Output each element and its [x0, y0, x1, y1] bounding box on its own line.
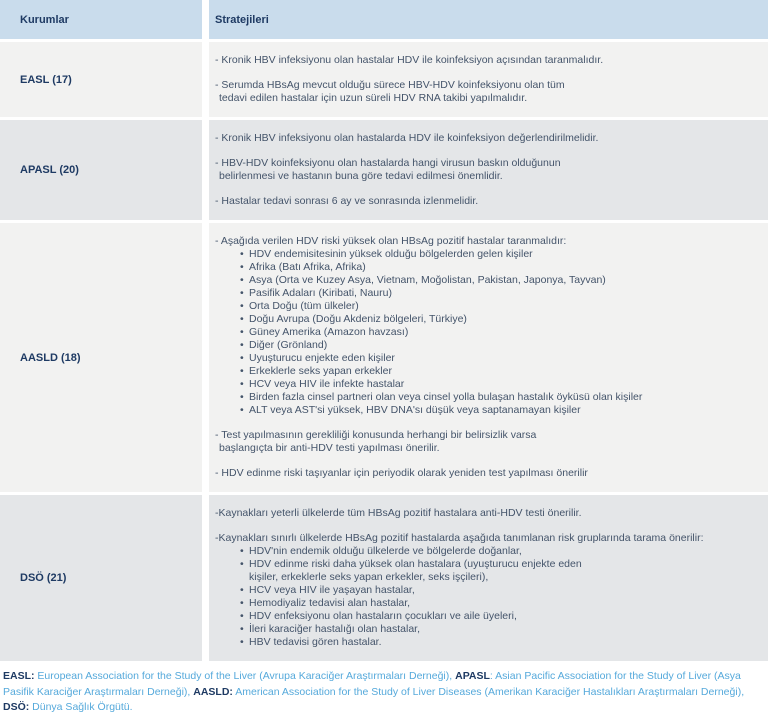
- bullet-icon: •: [240, 287, 244, 299]
- bullet-icon: •: [240, 261, 244, 273]
- footnote-abbreviation: DSÖ:: [3, 701, 30, 713]
- bullet-text: Orta Doğu (tüm ülkeler): [249, 300, 359, 312]
- bullet-icon: •: [240, 391, 244, 403]
- strategies-cell: [209, 120, 768, 220]
- bullet-icon: •: [240, 326, 244, 338]
- bullet-text: Hemodiyaliz tedavisi alan hastalar,: [249, 597, 411, 609]
- bullet-icon: •: [240, 339, 244, 351]
- bullet-text: HCV veya HIV ile infekte hastalar: [249, 378, 405, 390]
- bullet-item: [215, 545, 758, 558]
- table-header: [0, 0, 768, 39]
- footnote-abbreviation: AASLD:: [193, 685, 233, 698]
- organization-label: DSÖ (21): [20, 572, 67, 584]
- organization-label: APASL (20): [20, 164, 79, 176]
- bullet-text: HBV tedavisi gören hastalar.: [249, 636, 382, 648]
- strategies-cell: [209, 495, 768, 661]
- bullet-item: [215, 378, 758, 391]
- strategy-line-continuation: belirlenmesi ve hastanın buna göre tedavi edilmesi önemlidir.: [219, 170, 503, 182]
- column-separator: [202, 495, 209, 661]
- bullet-item-continuation: kişiler, erkeklerle seks yapan erkekler, seks işçileri),: [249, 571, 489, 583]
- organization-cell: [0, 42, 202, 117]
- column-separator: [202, 120, 209, 220]
- bullet-icon: •: [240, 584, 244, 596]
- bullet-item: [215, 300, 758, 313]
- bullet-text: Erkeklerle seks yapan erkekler: [249, 365, 392, 377]
- bullet-text: Uyuşturucu enjekte eden kişiler: [249, 352, 395, 364]
- bullet-item: [215, 313, 758, 326]
- bullet-item: [215, 636, 758, 649]
- bullet-icon: •: [240, 365, 244, 377]
- bullet-item: [215, 610, 758, 623]
- bullet-text: Güney Amerika (Amazon havzası): [249, 326, 409, 338]
- strategy-line: - Kronik HBV infeksiyonu olan hastalarda HDV ile koinfeksiyon değerlendirilmelidir.: [215, 132, 599, 144]
- line-gap: [215, 67, 758, 79]
- bullet-item: [215, 352, 758, 365]
- strategy-line: - HDV edinme riski taşıyanlar için periyodik olarak yeniden test yapılması önerilir: [215, 467, 588, 479]
- strategies-cell: [209, 223, 768, 492]
- table-row: [0, 223, 768, 492]
- strategy-line-continuation: tedavi edilen hastalar için uzun süreli HDV RNA takibi yapılmalıdır.: [219, 92, 528, 104]
- strategy-line-continuation: başlangıçta bir anti-HDV testi yapılması önerilir.: [219, 442, 440, 454]
- strategy-line: - Hastalar tedavi sonrası 6 ay ve sonrasında izlenmelidir.: [215, 195, 479, 207]
- footnote-text: Dünya Sağlık Örgütü.: [29, 701, 133, 713]
- bullet-icon: •: [240, 352, 244, 364]
- bullet-icon: •: [240, 597, 244, 609]
- organization-label: AASLD (18): [20, 351, 81, 364]
- column-separator: [202, 223, 209, 492]
- footnote-text: American Association for the Study of Liver Diseases (Amerikan Karaciğer Hastalıkları Araştırmaları Derneği),: [232, 685, 745, 698]
- bullet-text: HCV veya HIV ile yaşayan hastalar,: [249, 584, 415, 596]
- footnote-text: European Association for the Study of the Liver (Avrupa Karaciğer Araştırmaları Derneği),: [34, 670, 456, 682]
- bullet-icon: •: [240, 248, 244, 260]
- bullet-text: Afrika (Batı Afrika, Afrika): [249, 261, 366, 273]
- bullet-text: İleri karaciğer hastalığı olan hastalar,: [249, 623, 421, 635]
- bullet-text: HDV endemisitesinin yüksek olduğu bölgelerden gelen kişiler: [249, 248, 533, 260]
- bullet-icon: •: [240, 623, 244, 635]
- strategy-line: -Kaynakları yeterli ülkelerde tüm HBsAg pozitif hastalara anti-HDV testi önerilir.: [215, 507, 582, 519]
- bullet-text: Birden fazla cinsel partneri olan veya cinsel yolla bulaşan hastalık öyküsü olan kişiler: [249, 391, 643, 403]
- bullet-text: Asya (Orta ve Kuzey Asya, Vietnam, Moğolistan, Pakistan, Japonya, Tayvan): [249, 274, 606, 286]
- bullet-item: [215, 326, 758, 339]
- table-row: [0, 42, 768, 117]
- bullet-item: [215, 584, 758, 597]
- bullet-item: [215, 391, 758, 404]
- bullet-text: Diğer (Grönland): [249, 339, 328, 351]
- strategy-line: - HBV-HDV koinfeksiyonu olan hastalarda hangi virusun baskın olduğunun: [215, 157, 561, 169]
- bullet-text: Pasifik Adaları (Kiribati, Nauru): [249, 287, 392, 299]
- strategy-line: - Aşağıda verilen HDV riski yüksek olan HBsAg pozitif hastalar taranmalıdır:: [215, 235, 567, 247]
- strategy-line: -Kaynakları sınırlı ülkelerde HBsAg pozitif hastalarda aşağıda tanımlanan risk gruplarında tarama önerilir:: [215, 532, 704, 544]
- bullet-icon: •: [240, 313, 244, 325]
- bullet-item: [215, 365, 758, 378]
- footnote-abbreviation: APASL: [455, 670, 490, 682]
- header-kurumlar: Kurumlar: [0, 0, 202, 39]
- bullet-item: [215, 623, 758, 636]
- line-gap: [215, 455, 758, 467]
- bullet-icon: •: [240, 404, 244, 416]
- bullet-item: [215, 261, 758, 274]
- bullet-item: [215, 274, 758, 287]
- bullet-item: [215, 597, 758, 610]
- line-gap: [215, 145, 758, 157]
- bullet-item: [215, 339, 758, 352]
- table-row: [0, 495, 768, 661]
- organization-cell: [0, 495, 202, 661]
- bullet-icon: •: [240, 636, 244, 648]
- organization-cell: [0, 223, 202, 492]
- organization-label: EASL (17): [20, 73, 72, 86]
- header-stratejileri: Stratejileri: [209, 0, 768, 39]
- bullet-text: Doğu Avrupa (Doğu Akdeniz bölgeleri, Türkiye): [249, 313, 467, 325]
- bullet-text: HDV edinme riski daha yüksek olan hastalara (uyuşturucu enjekte eden: [249, 558, 582, 570]
- bullet-item: [215, 558, 758, 571]
- strategy-line: - Test yapılmasının gerekliliği konusunda herhangi bir belirsizlik varsa: [215, 429, 537, 441]
- bullet-icon: •: [240, 300, 244, 312]
- bullet-text: HDV enfeksiyonu olan hastaların çocukları ve aile üyeleri,: [249, 610, 517, 622]
- line-gap: [215, 520, 758, 532]
- footnote-text: : Asian Pacific Association for the Study of Liver (Asya Pasifik Karaciğer Araştırmaları Derneği),: [3, 670, 741, 698]
- column-separator: [202, 42, 209, 117]
- bullet-icon: •: [240, 378, 244, 390]
- footnote-abbreviation: EASL:: [3, 670, 35, 682]
- bullet-text: HDV'nin endemik olduğu ülkelerde ve bölgelerde doğanlar,: [249, 545, 522, 557]
- strategies-cell: [209, 42, 768, 117]
- column-separator: [202, 0, 209, 39]
- bullet-icon: •: [240, 558, 244, 570]
- line-gap: [215, 183, 758, 195]
- bullet-text: ALT veya AST'si yüksek, HBV DNA'sı düşük veya saptanamayan kişiler: [249, 404, 581, 416]
- organization-cell: [0, 120, 202, 220]
- bullet-item: [215, 248, 758, 261]
- table-row: [0, 120, 768, 220]
- bullet-item: [215, 287, 758, 300]
- bullet-icon: •: [240, 545, 244, 557]
- table-body: [0, 42, 768, 661]
- bullet-icon: •: [240, 274, 244, 286]
- strategy-line: - Serumda HBsAg mevcut olduğu sürece HBV-HDV koinfeksiyonu olan tüm: [215, 79, 565, 91]
- footnote: [0, 664, 768, 716]
- bullet-item: [215, 404, 758, 417]
- line-gap: [215, 417, 758, 429]
- bullet-icon: •: [240, 610, 244, 622]
- strategy-line: - Kronik HBV infeksiyonu olan hastalar HDV ile koinfeksiyon açısından taranmalıdır.: [215, 54, 604, 66]
